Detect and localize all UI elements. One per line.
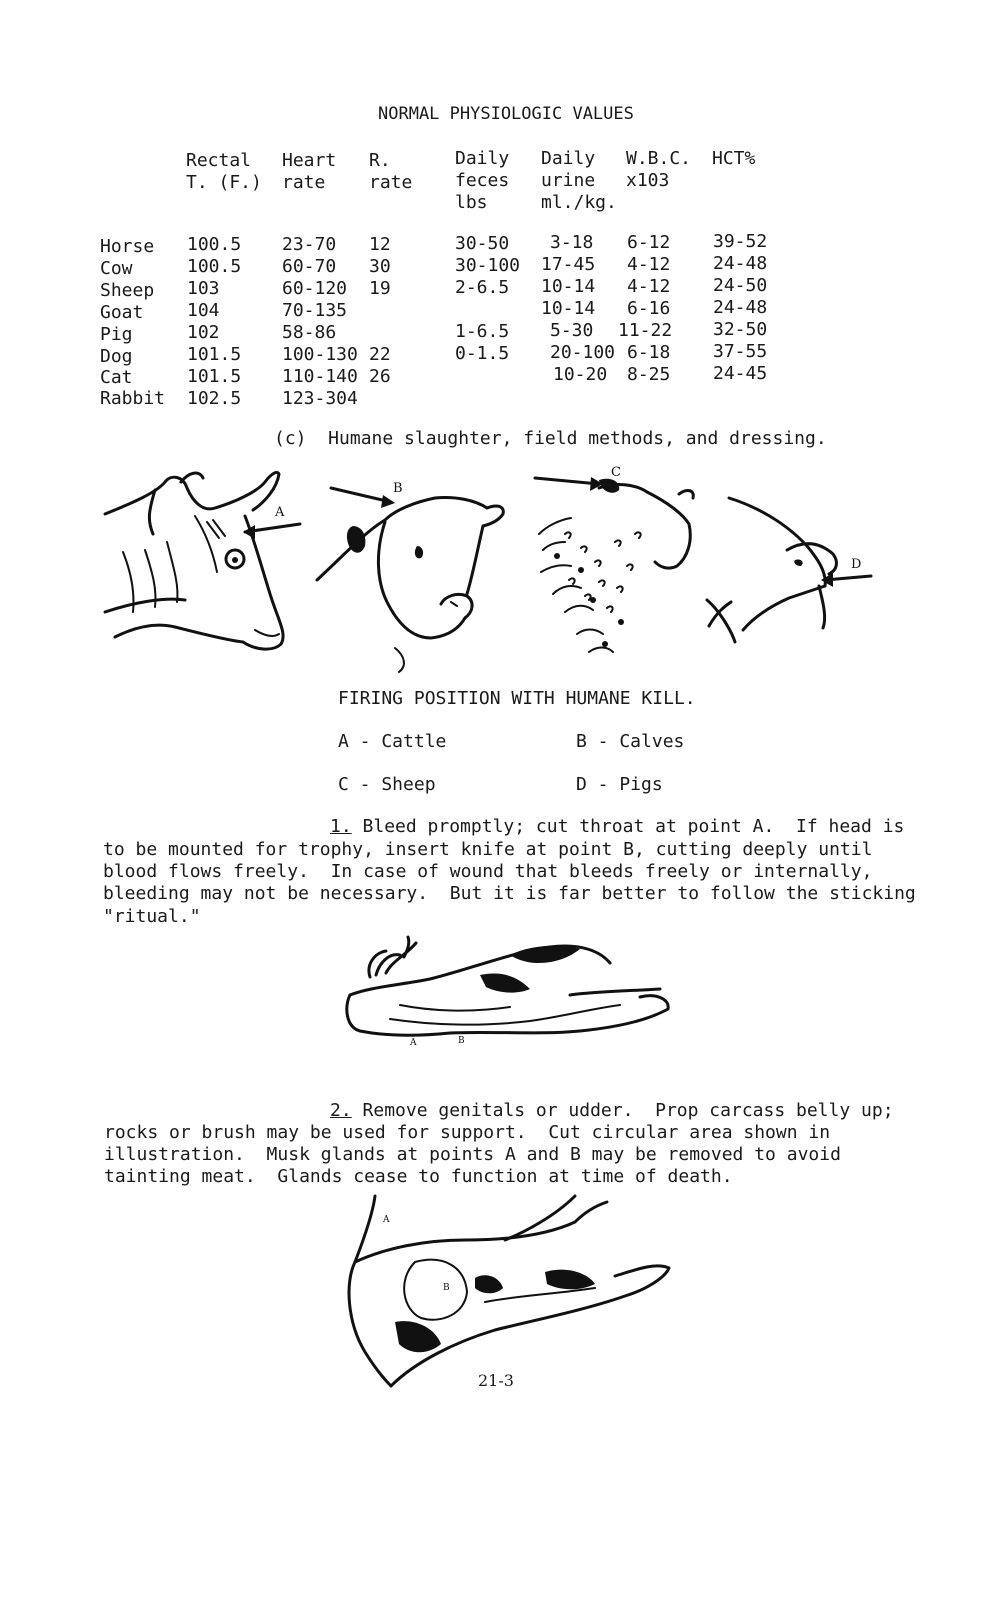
row-label: Horse (100, 236, 155, 257)
header-daily-urine: Daily urine ml./kg. (541, 148, 617, 213)
step1-line3: blood flows freely. In case of wound that bleeds freely or internally, (103, 861, 873, 882)
table-cell: 5-30 (550, 320, 594, 341)
carcass-label-b: B (443, 1283, 450, 1293)
section-heading: (c) Humane slaughter, field methods, and dressing. (274, 428, 827, 449)
label-c: C (611, 465, 621, 480)
calf-head-drawing (317, 481, 503, 672)
table-cell: 4-12 (627, 276, 671, 297)
table-cell: 100.5 (187, 234, 242, 255)
legend-item-pigs: D - Pigs (576, 774, 663, 795)
table-cell: 4-12 (627, 254, 671, 275)
table-cell: 10-20 (553, 364, 608, 385)
cow-head-drawing (105, 472, 300, 649)
header-rectal-temp: Rectal T. (F.) (186, 150, 262, 193)
table-cell: 11-22 (618, 320, 673, 341)
table-cell: 30-100 (455, 255, 521, 276)
table-cell: 101.5 (187, 344, 242, 365)
table-cell: 110-140 (282, 366, 358, 387)
table-cell: 12 (369, 234, 391, 255)
table-cell: 26 (369, 366, 391, 387)
table-cell: 10-14 (541, 276, 596, 297)
table-cell: 103 (187, 278, 220, 299)
table-cell: 58-86 (282, 322, 337, 343)
label-a: A (275, 505, 285, 520)
table-cell: 70-135 (282, 300, 348, 321)
table-cell: 104 (187, 300, 220, 321)
table-cell: 30-50 (455, 233, 510, 254)
table-cell: 32-50 (713, 319, 768, 340)
deer-bleeding-illustration (330, 935, 680, 1055)
table-cell: 17-45 (541, 254, 596, 275)
firing-positions-illustration (95, 462, 895, 677)
page-title: NORMAL PHYSIOLOGIC VALUES (378, 104, 634, 124)
step1-line2: to be mounted for trophy, insert knife at point B, cutting deeply until (103, 839, 873, 860)
deer-label-b: B (458, 1036, 465, 1046)
legend-item-sheep: C - Sheep (338, 774, 436, 795)
step1-number: 1. (330, 816, 352, 837)
table-cell: 100-130 (282, 344, 358, 365)
step1-line1: 1. Bleed promptly; cut throat at point A. If head is (330, 816, 905, 837)
table-cell: 37-55 (713, 341, 768, 362)
legend-item-calves: B - Calves (576, 731, 685, 752)
carcass-label-a: A (383, 1215, 390, 1225)
figure-caption: FIRING POSITION WITH HUMANE KILL. (338, 688, 696, 709)
row-label: Sheep (100, 280, 155, 301)
legend-item-cattle: A - Cattle (338, 731, 447, 752)
row-label: Cat (100, 367, 133, 388)
sheep-head-drawing (535, 465, 693, 652)
table-cell: 30 (369, 256, 391, 277)
table-cell: 6-12 (627, 232, 671, 253)
deer-label-a: A (410, 1038, 417, 1048)
table-cell: 8-25 (627, 364, 671, 385)
label-d: D (851, 557, 862, 572)
table-cell: 0-1.5 (455, 343, 510, 364)
table-cell: 2-6.5 (455, 277, 510, 298)
step1-line4: bleeding may not be necessary. But it is far better to follow the sticking (103, 883, 916, 904)
step1-line5: "ritual." (103, 906, 201, 927)
pig-head-drawing (707, 498, 871, 642)
table-cell: 60-120 (282, 278, 348, 299)
table-cell: 101.5 (187, 366, 242, 387)
table-cell: 6-18 (627, 342, 671, 363)
carcass-belly-up-illustration (325, 1192, 685, 1392)
table-cell: 100.5 (187, 256, 242, 277)
step2-line4: tainting meat. Glands cease to function at time of death. (104, 1166, 733, 1187)
table-cell: 10-14 (541, 298, 596, 319)
table-cell: 3-18 (550, 232, 594, 253)
label-b: B (393, 481, 403, 496)
table-cell: 102.5 (187, 388, 242, 409)
header-resp-rate: R. rate (369, 150, 413, 193)
header-heart-rate: Heart rate (282, 150, 337, 193)
table-cell: 23-70 (282, 234, 337, 255)
table-cell: 6-16 (627, 298, 671, 319)
header-hct: HCT% (712, 148, 756, 169)
table-cell: 20-100 (550, 342, 616, 363)
table-cell: 24-48 (713, 253, 768, 274)
table-cell: 19 (369, 278, 391, 299)
row-label: Dog (100, 346, 133, 367)
step2-number: 2. (330, 1100, 352, 1121)
table-cell: 102 (187, 322, 220, 343)
page-number: 21-3 (478, 1371, 514, 1390)
row-label: Cow (100, 258, 133, 279)
table-cell: 60-70 (282, 256, 337, 277)
row-label: Goat (100, 302, 144, 323)
header-daily-feces: Daily feces lbs (455, 148, 510, 213)
table-cell: 22 (369, 344, 391, 365)
table-cell: 24-45 (713, 363, 768, 384)
step2-line1: 2. Remove genitals or udder. Prop carcass belly up; (330, 1100, 894, 1121)
table-cell: 1-6.5 (455, 321, 510, 342)
table-cell: 24-48 (713, 297, 768, 318)
table-cell: 24-50 (713, 275, 768, 296)
row-label: Pig (100, 324, 133, 345)
table-cell: 39-52 (713, 231, 768, 252)
step2-line2: rocks or brush may be used for support. Cut circular area shown in (104, 1122, 831, 1143)
row-label: Rabbit (100, 388, 166, 409)
step2-line3: illustration. Musk glands at points A and B may be removed to avoid (104, 1144, 841, 1165)
table-cell: 123-304 (282, 388, 358, 409)
header-wbc: W.B.C. x103 (626, 148, 692, 191)
